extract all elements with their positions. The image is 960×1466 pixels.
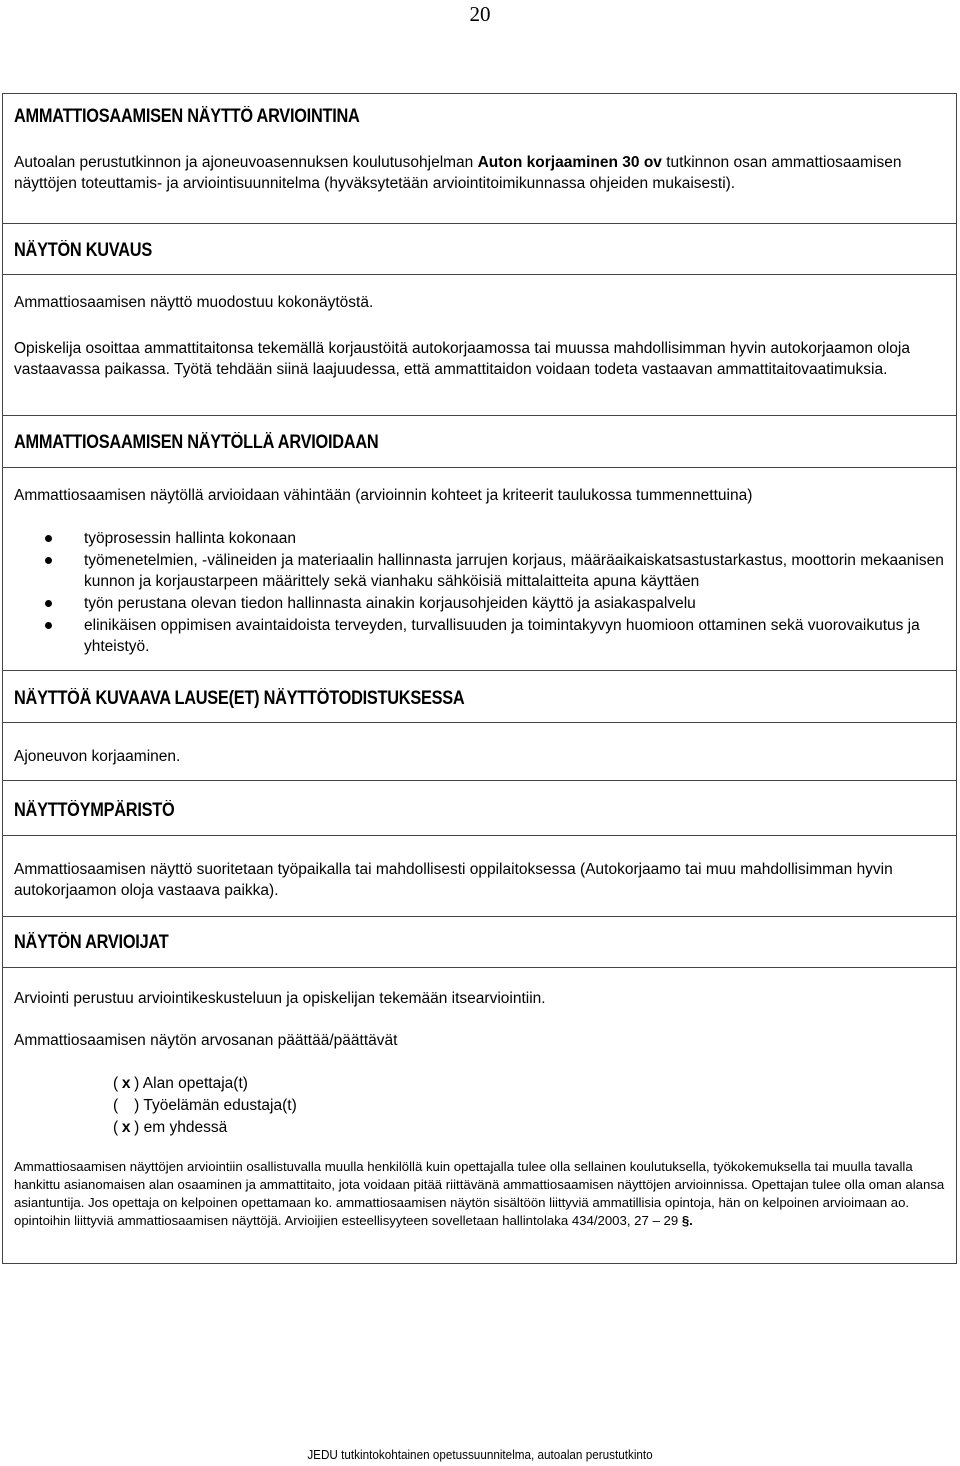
certificate-text: Ajoneuvon korjaaminen. [14,748,181,765]
list-item: työn perustana olevan tiedon hallinnasta ainakin korjausohjeiden käyttö ja asiakaspalvelu [14,593,944,614]
assessment-intro [14,152,944,194]
bullet-icon [45,622,52,629]
section-sign: §. [681,1213,693,1228]
description-p1: Ammattiosaamisen näyttö muodostuu kokonäytöstä. [14,294,374,311]
list-item: työmenetelmien, -välineiden ja materiaalin hallinnasta jarrujen korjaus, määräaikaiskatsastustarkastus, moottorin mekaanisen kunnon ja korjaustarpeen määrittely sekä vianhaku sähköisiä mittalaitteita apuna käyttäen [14,550,944,592]
page-footer: JEDU tutkintokohtainen opetussuunnitelma, autoalan perustutkinto [307,1447,653,1462]
divider [3,722,956,723]
list-item: elinikäisen oppimisen avaintaidoista terveyden, turvallisuuden ja toimintakyvyn huomioon ottaminen sekä vuorovaikutus ja yhteistyö. [14,615,944,657]
heading-description: NÄYTÖN KUVAUS [14,240,152,261]
option-teacher: ( x ) Alan opettaja(t) [113,1075,248,1092]
divider [3,223,956,224]
heading-environment: NÄYTTÖYMPÄRISTÖ [14,800,175,821]
assessment-intro-start: Autoalan perustutkinnon ja ajoneuvoasennuksen koulutusohjelman [14,154,478,171]
evaluated-intro: Ammattiosaamisen näytöllä arvioidaan vähintään (arvioinnin kohteet ja kriteerit taulukossa tummennettuina) [14,487,753,504]
divider [3,274,956,275]
checkbox-mark: x [121,1075,131,1092]
heading-assessors: NÄYTÖN ARVIOIJAT [14,932,169,953]
assessors-p1: Arviointi perustuu arviointikeskusteluun ja opiskelijan tekemään itsearviointiin. [14,990,546,1007]
option-both: ( x ) em yhdessä [113,1119,228,1136]
assessors-note: Ammattiosaamisen näyttöjen arviointiin osallistuvalla muulla henkilöllä kuin opettajalla tulee olla sellainen koulutuksella, työkokemuksella tai muulla tavalla hankittu asianomaisen alan osaaminen ja ammattitaito, jota voidaan pitää riittävänä ammattiosaamisen näyttöjen arvioinnissa. Opettajan tulee olla oman alansa asiantuntija. Jos opettaja on kelpoinen opettamaan ko. ammattiosaamisen näytön sisältöön liittyviä ammatillisia opintoja, hän on kelpoinen arvioimaan ao. opintoihin liittyviä ammattiosaamisen näyttöjä. Arvioijien esteellisyyteen sovelletaan hallintolaka 434/2003, 27 – 29 §. [14,1159,945,1228]
divider [3,467,956,468]
heading-certificate: NÄYTTÖÄ KUVAAVA LAUSE(ET) NÄYTTÖTODISTUKSESSA [14,688,465,709]
environment-text: Ammattiosaamisen näyttö suoritetaan työpaikalla tai mahdollisesti oppilaitoksessa (Autokorjaamo tai muu mahdollisimman hyvin autokorjaamon oloja vastaava paikka). [14,861,893,899]
divider [3,916,956,917]
heading-assessment: AMMATTIOSAAMISEN NÄYTTÖ ARVIOINTINA [14,106,360,127]
assessment-intro-bold: Auton korjaaminen 30 ov [477,154,662,171]
option-worklife: ( ) Työelämän edustaja(t) [113,1097,297,1114]
divider [3,780,956,781]
divider [3,967,956,968]
document-frame [2,93,957,1264]
list-item: työprosessin hallinta kokonaan [14,528,944,549]
assessment-intro-end: tutkinnon osan ammattiosaamisen näyttöjen toteuttamis- ja arviointisuunnitelma (hyväksytetään arviointitoimikunnassa ohjeiden mukaisesti). [14,154,902,192]
bullet-icon [45,557,52,564]
bullet-icon [45,600,52,607]
assessors-p2: Ammattiosaamisen näytön arvosanan päättää/päättävät [14,1032,398,1049]
checkbox-mark: x [121,1119,131,1136]
description-p2: Opiskelija osoittaa ammattitaitonsa tekemällä korjaustöitä autokorjaamossa tai muussa mahdollisimman hyvin autokorjaamon oloja vastaavassa paikassa. Työtä tehdään siinä laajuudessa, että ammattitaidon voidaan todeta vastaavan ammattitaitovaatimuksia. [14,340,910,378]
divider [3,415,956,416]
divider [3,835,956,836]
bullet-icon [45,535,52,542]
heading-evaluated: AMMATTIOSAAMISEN NÄYTÖLLÄ ARVIOIDAAN [14,432,379,453]
evaluated-list [14,528,944,658]
page-number: 20 [469,2,491,26]
divider [3,670,956,671]
